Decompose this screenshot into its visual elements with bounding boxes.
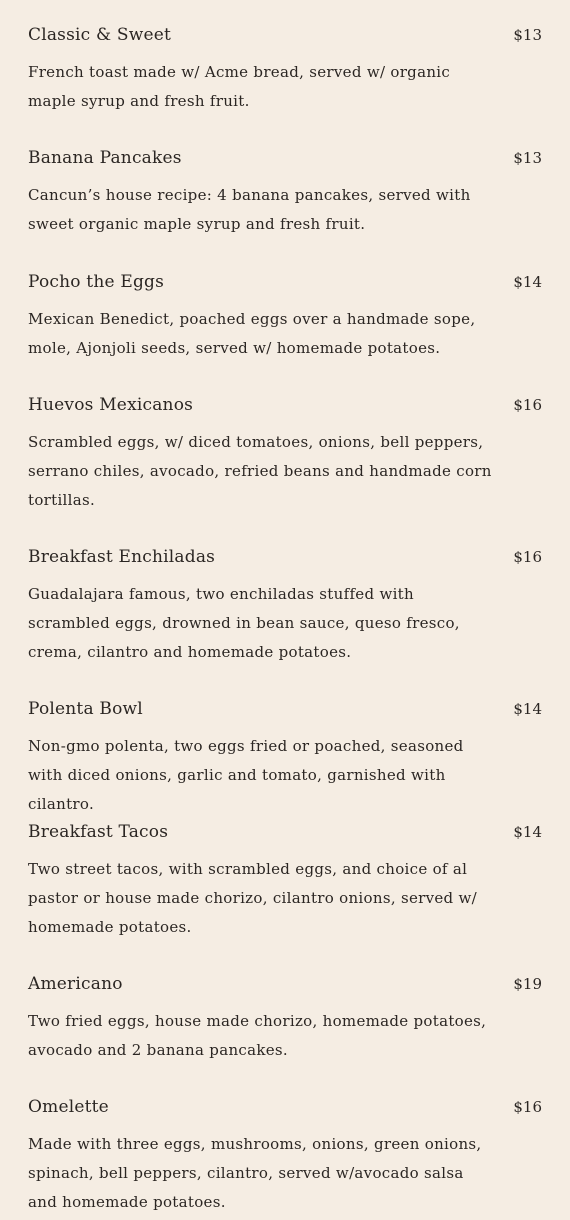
item-price: $14	[513, 273, 542, 291]
item-price: $14	[513, 823, 542, 841]
menu-item-omelette	[28, 1096, 542, 1217]
item-price: $19	[513, 975, 542, 993]
item-name: Classic & Sweet	[28, 25, 172, 45]
menu-item-huevos-mexicanos	[28, 394, 542, 515]
item-description: Two street tacos, with scrambled eggs, and choice of al pastor or house made chorizo, cilantro onions, served w/ homemade potatoes.	[28, 860, 478, 936]
item-name: Breakfast Tacos	[28, 822, 169, 842]
menu-item-header	[28, 546, 542, 570]
item-description: Guadalajara famous, two enchiladas stuffed with scrambled eggs, drowned in bean sauce, queso fresco, crema, cilantro and homemade potatoes.	[28, 585, 460, 661]
menu-item-header	[28, 973, 542, 997]
item-description: Made with three eggs, mushrooms, onions, green onions, spinach, bell peppers, cilantro, served w/avocado salsa and homemade potatoes.	[28, 1135, 482, 1211]
item-description: Mexican Benedict, poached eggs over a handmade sope, mole, Ajonjoli seeds, served w/ homemade potatoes.	[28, 310, 476, 357]
menu-item-classic-sweet	[28, 24, 542, 116]
menu-item-header	[28, 24, 542, 48]
item-description: Cancun’s house recipe: 4 banana pancakes, served with sweet organic maple syrup and fresh fruit.	[28, 186, 471, 233]
menu-item-breakfast-enchiladas	[28, 546, 542, 667]
menu-item-polenta-bowl	[28, 698, 542, 819]
menu-item-header	[28, 271, 542, 295]
menu-item-pocho-the-eggs	[28, 271, 542, 363]
menu-item-header	[28, 394, 542, 418]
item-price: $16	[513, 1098, 542, 1116]
item-name: Americano	[28, 974, 123, 994]
menu-item-banana-pancakes	[28, 147, 542, 239]
item-price: $13	[513, 26, 542, 44]
item-name: Banana Pancakes	[28, 148, 182, 168]
menu-item-header	[28, 147, 542, 171]
item-name: Omelette	[28, 1097, 109, 1117]
item-description: Scrambled eggs, w/ diced tomatoes, onions, bell peppers, serrano chiles, avocado, refried beans and handmade corn tortillas.	[28, 433, 492, 509]
item-name: Huevos Mexicanos	[28, 395, 194, 415]
item-price: $16	[513, 396, 542, 414]
item-name: Pocho the Eggs	[28, 272, 165, 292]
item-price: $16	[513, 548, 542, 566]
item-name: Breakfast Enchiladas	[28, 547, 216, 567]
menu-item-header	[28, 821, 542, 845]
item-description: Two fried eggs, house made chorizo, homemade potatoes, avocado and 2 banana pancakes.	[28, 1012, 487, 1059]
item-price: $14	[513, 700, 542, 718]
menu-item-header	[28, 1096, 542, 1120]
menu-item-breakfast-tacos	[28, 821, 542, 942]
menu-item-americano	[28, 973, 542, 1065]
item-price: $13	[513, 149, 542, 167]
menu-item-header	[28, 698, 542, 722]
item-description: Non-gmo polenta, two eggs fried or poached, seasoned with diced onions, garlic and tomato, garnished with cilantro.	[28, 737, 464, 813]
item-name: Polenta Bowl	[28, 699, 143, 719]
item-description: French toast made w/ Acme bread, served w/ organic maple syrup and fresh fruit.	[28, 63, 451, 110]
